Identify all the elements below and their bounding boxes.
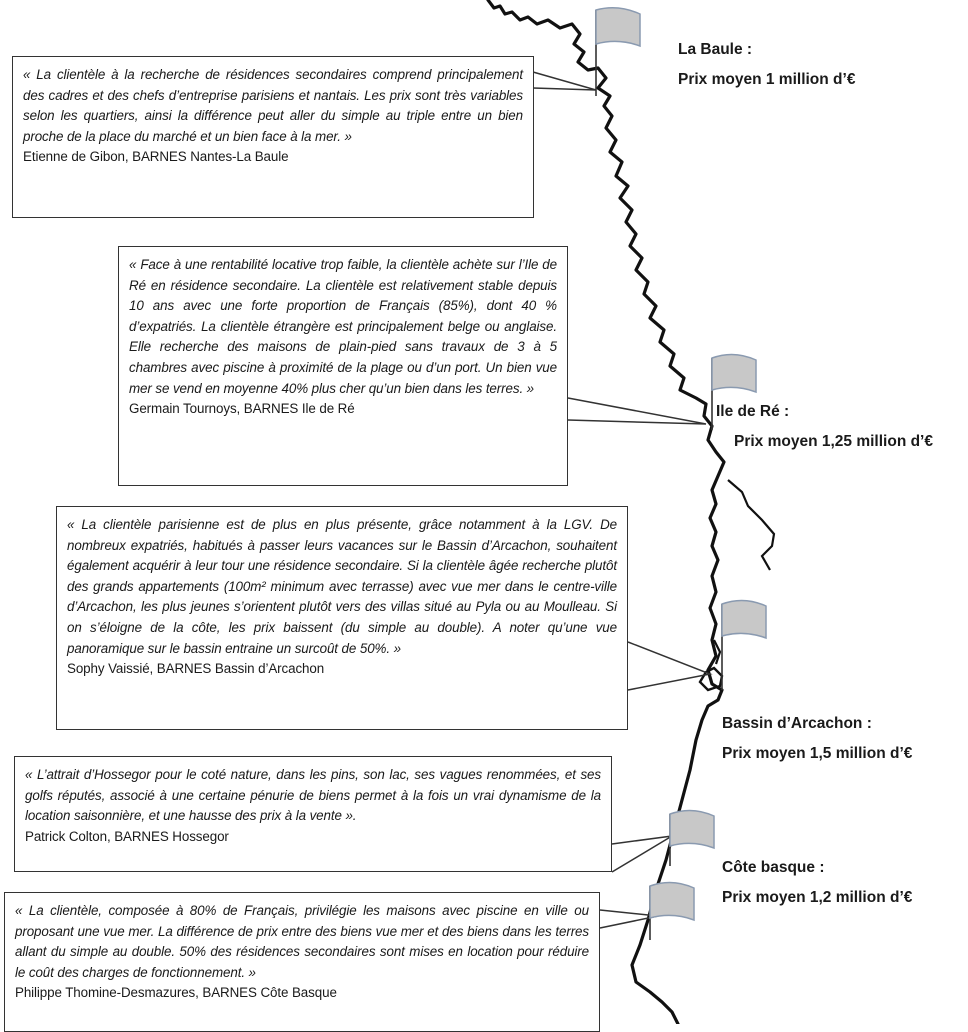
flag-icon [670, 810, 714, 866]
flag-icon [650, 882, 694, 940]
place-name: La Baule : [678, 41, 753, 58]
label-cote-basque [722, 856, 912, 910]
average-price: Prix moyen 1,5 million d’€ [722, 745, 913, 762]
callout-ile-de-re [118, 246, 568, 486]
average-price: Prix moyen 1,25 million d’€ [734, 433, 933, 450]
place-name: Bassin d’Arcachon : [722, 715, 872, 732]
label-la-baule [678, 38, 855, 92]
quote-author: Patrick Colton, BARNES Hossegor [25, 828, 229, 844]
quote-text: « Face à une rentabilité locative trop faible, la clientèle achète sur l’Ile de Ré en résidence secondaire. La clientèle est relativement stable depuis 10 ans avec une forte proportion de Français (85%), dont 40 % d’expatriés. La clientèle étrangère est principalement belge ou anglaise. Elle recherche des maisons de plain-pied sans travaux de 3 à 5 chambres avec piscine à proximité de la plage ou d’un port. Un bien vue mer se vend en moyenne 40% plus cher qu’un bien dans les terres. » [129, 257, 557, 396]
pointer-la-baule [533, 72, 596, 90]
quote-text: « La clientèle, composée à 80% de Français, privilégie les maisons avec piscine en ville ou proposant une vue mer. La différence de prix entre des biens vue mer et des biens dans les terres allant du simple au double. 50% des résidences secondaires sont mises en location pour réduire le coût des charges de fonctionnement. » [15, 903, 589, 980]
place-name: Ile de Ré : [716, 403, 790, 420]
pointer-arcachon [628, 642, 710, 690]
quote-author: Germain Tournoys, BARNES Ile de Ré [129, 401, 355, 417]
callout-la-baule [12, 56, 534, 218]
quote-text: « La clientèle à la recherche de résidences secondaires comprend principalement des cadres et des chefs d’entreprise parisiens et nantais. Les prix sont très variables selon les quartiers, ainsi la différence peut aller du simple au triple entre un bien proche de la place du marché et un bien face à la mer. » [23, 67, 523, 144]
average-price: Prix moyen 1,2 million d’€ [722, 889, 913, 906]
quote-author: Sophy Vaissié, BARNES Bassin d’Arcachon [67, 661, 325, 677]
callout-cote-basque [4, 892, 600, 1032]
label-ile-de-re [716, 400, 933, 454]
quote-text: « La clientèle parisienne est de plus en plus présente, grâce notamment à la LGV. De nombreux expatriés, habitués à passer leurs vacances sur le Bassin d’Arcachon, souhaitent également acquérir à leur tour une résidence secondaire. Si la clientèle âgée recherche plutôt des grands appartements (100m² minimum avec terrasse) avec vue mer dans le centre-ville d’Arcachon, les plus jeunes s’orientent plutôt vers des villas situé au Pyla ou au Moulleau. Si on s’éloigne de la côte, les prix baissent (du simple au double). A noter qu’une vue panoramique sur le bassin entraine un surcoût de 50%. » [67, 517, 617, 656]
flag-icon [722, 600, 766, 690]
place-name: Côte basque : [722, 859, 825, 876]
pointer-ile-de-re [568, 398, 706, 424]
callout-hossegor [14, 756, 612, 872]
label-arcachon [722, 712, 912, 766]
quote-author: Philippe Thomine-Desmazures, BARNES Côte Basque [15, 985, 337, 1001]
callout-arcachon [56, 506, 628, 730]
quote-text: « L’attrait d’Hossegor pour le coté nature, dans les pins, son lac, ses vagues renommées, et ses golfs réputés, associé à une certaine pénurie de biens permet à la fois un vrai dynamisme de la location saisonnière, et une hausse des prix à la vente ». [25, 767, 601, 824]
quote-author: Etienne de Gibon, BARNES Nantes-La Baule [23, 149, 289, 165]
average-price: Prix moyen 1 million d’€ [678, 71, 856, 88]
